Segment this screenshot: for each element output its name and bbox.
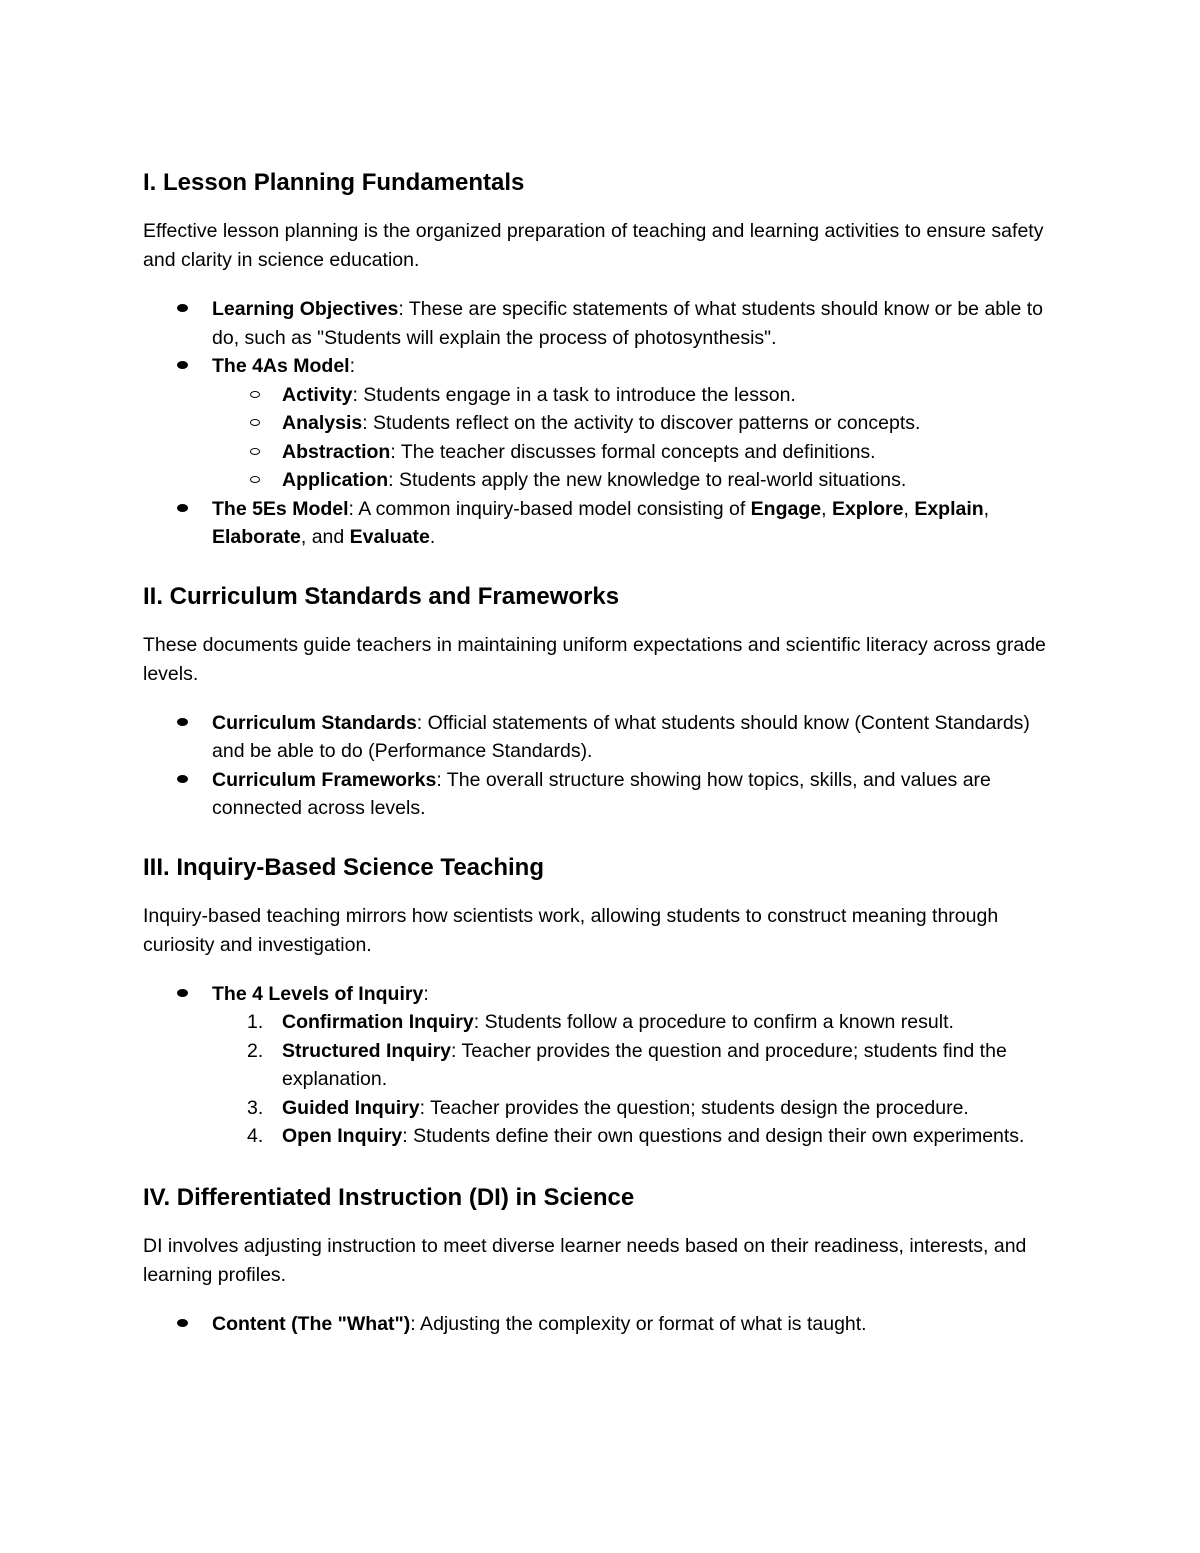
term: The 4As Model — [212, 355, 350, 377]
term: Open Inquiry — [282, 1125, 403, 1147]
bullet-icon — [177, 989, 188, 997]
hollow-bullet-icon — [250, 448, 260, 455]
numbered-list-item — [212, 1094, 1063, 1123]
bullet-list — [143, 980, 1063, 1151]
sub-list — [212, 381, 1063, 495]
section-intro: DI involves adjusting instruction to meet diverse learner needs based on their readiness, interests, and learning profiles. — [143, 1234, 1027, 1286]
term: Content (The "What") — [212, 1312, 411, 1335]
list-item — [143, 766, 1063, 823]
section-lesson-planning — [143, 166, 1063, 552]
definition: : Official statements of what students should know (Content Standards) and be able to do (Performance Standards). — [212, 711, 1030, 762]
definition: : — [423, 982, 429, 1005]
section-intro: These documents guide teachers in maintaining uniform expectations and scientific literacy across grade levels. — [143, 633, 1046, 685]
phase-evaluate: Evaluate — [349, 526, 430, 548]
term: Abstraction — [282, 440, 391, 463]
term: The 4 Levels of Inquiry — [212, 982, 424, 1005]
separator: , — [903, 497, 915, 520]
hollow-bullet-icon — [250, 419, 260, 426]
bullet-icon — [177, 304, 188, 312]
term: The 5Es Model — [212, 497, 349, 520]
definition: : — [349, 355, 356, 377]
list-item — [143, 352, 1063, 495]
section-title: II. Curriculum Standards and Frameworks — [143, 582, 620, 610]
list-item — [143, 709, 1063, 766]
term: Guided Inquiry — [282, 1096, 420, 1119]
term: Curriculum Standards — [212, 711, 417, 734]
bullet-icon — [177, 361, 188, 369]
separator: , — [983, 497, 990, 520]
definition: : Teacher provides the question; students design the procedure. — [419, 1096, 969, 1119]
phase-explore: Explore — [831, 497, 904, 520]
section-curriculum — [143, 580, 1063, 823]
term: Activity — [282, 383, 353, 406]
list-number: 4. — [247, 1125, 264, 1147]
definition: : The teacher discusses formal concepts and definitions. — [390, 440, 876, 463]
sub-list-item — [212, 381, 1063, 410]
list-number: 1. — [247, 1011, 264, 1033]
section-intro: Effective lesson planning is the organized preparation of teaching and learning activities to ensure safety and clarity in science education. — [143, 220, 1044, 271]
bullet-icon — [177, 504, 188, 512]
numbered-list — [212, 1008, 1063, 1151]
term: Structured Inquiry — [282, 1039, 452, 1062]
section-title: III. Inquiry-Based Science Teaching — [143, 853, 545, 881]
bullet-list — [143, 709, 1063, 823]
list-item — [143, 980, 1063, 1151]
section-title: I. Lesson Planning Fundamentals — [143, 169, 525, 196]
phase-elaborate: Elaborate — [212, 526, 301, 548]
bullet-list — [143, 1310, 1063, 1339]
definition: : Adjusting the complexity or format of what is taught. — [410, 1312, 867, 1335]
list-item — [143, 495, 1063, 552]
separator: , and — [300, 526, 350, 548]
list-item — [143, 295, 1063, 352]
separator: . — [429, 526, 436, 548]
definition: : Students engage in a task to introduce the lesson. — [352, 383, 796, 406]
section-title: IV. Differentiated Instruction (DI) in Science — [143, 1183, 635, 1211]
hollow-bullet-icon — [250, 476, 260, 483]
term: Application — [282, 469, 389, 491]
numbered-list-item — [212, 1122, 1063, 1151]
definition: : Students apply the new knowledge to real-world situations. — [388, 469, 907, 491]
definition: : Teacher provides the question and procedure; students find the explanation. — [282, 1039, 1007, 1090]
definition: : Students reflect on the activity to discover patterns or concepts. — [362, 412, 921, 434]
definition: : Students follow a procedure to confirm a known result. — [473, 1011, 954, 1033]
term: Analysis — [282, 412, 363, 434]
section-inquiry — [143, 851, 1063, 1151]
term: Confirmation Inquiry — [282, 1011, 474, 1033]
definition: : These are specific statements of what students should know or be able to do, such as "Students will explain the process of photosynthesis". — [212, 298, 1043, 349]
sub-list-item — [212, 438, 1063, 467]
bullet-icon — [177, 775, 188, 783]
sub-list-item — [212, 466, 1063, 495]
bullet-icon — [177, 1319, 188, 1327]
bullet-list — [143, 295, 1063, 552]
list-item — [143, 1310, 1063, 1339]
separator: , — [821, 497, 832, 520]
numbered-list-item — [212, 1037, 1063, 1094]
phase-engage: Engage — [750, 497, 822, 520]
list-number: 2. — [247, 1039, 264, 1062]
definition: : The overall structure showing how topics, skills, and values are connected across levels. — [212, 768, 991, 819]
numbered-list-item — [212, 1008, 1063, 1037]
definition: : A common inquiry-based model consisting of — [348, 497, 751, 520]
document-page — [143, 166, 1063, 1338]
term: Curriculum Frameworks — [212, 768, 437, 791]
section-intro: Inquiry-based teaching mirrors how scientists work, allowing students to construct meaning through curiosity and investigation. — [143, 904, 999, 956]
sub-list-item — [212, 409, 1063, 438]
hollow-bullet-icon — [250, 391, 260, 398]
section-differentiated-instruction — [143, 1181, 1063, 1339]
definition: : Students define their own questions and design their own experiments. — [402, 1125, 1025, 1147]
phase-explain: Explain — [914, 497, 984, 520]
term: Learning Objectives — [212, 298, 399, 320]
list-number: 3. — [247, 1096, 264, 1119]
bullet-icon — [177, 718, 188, 726]
